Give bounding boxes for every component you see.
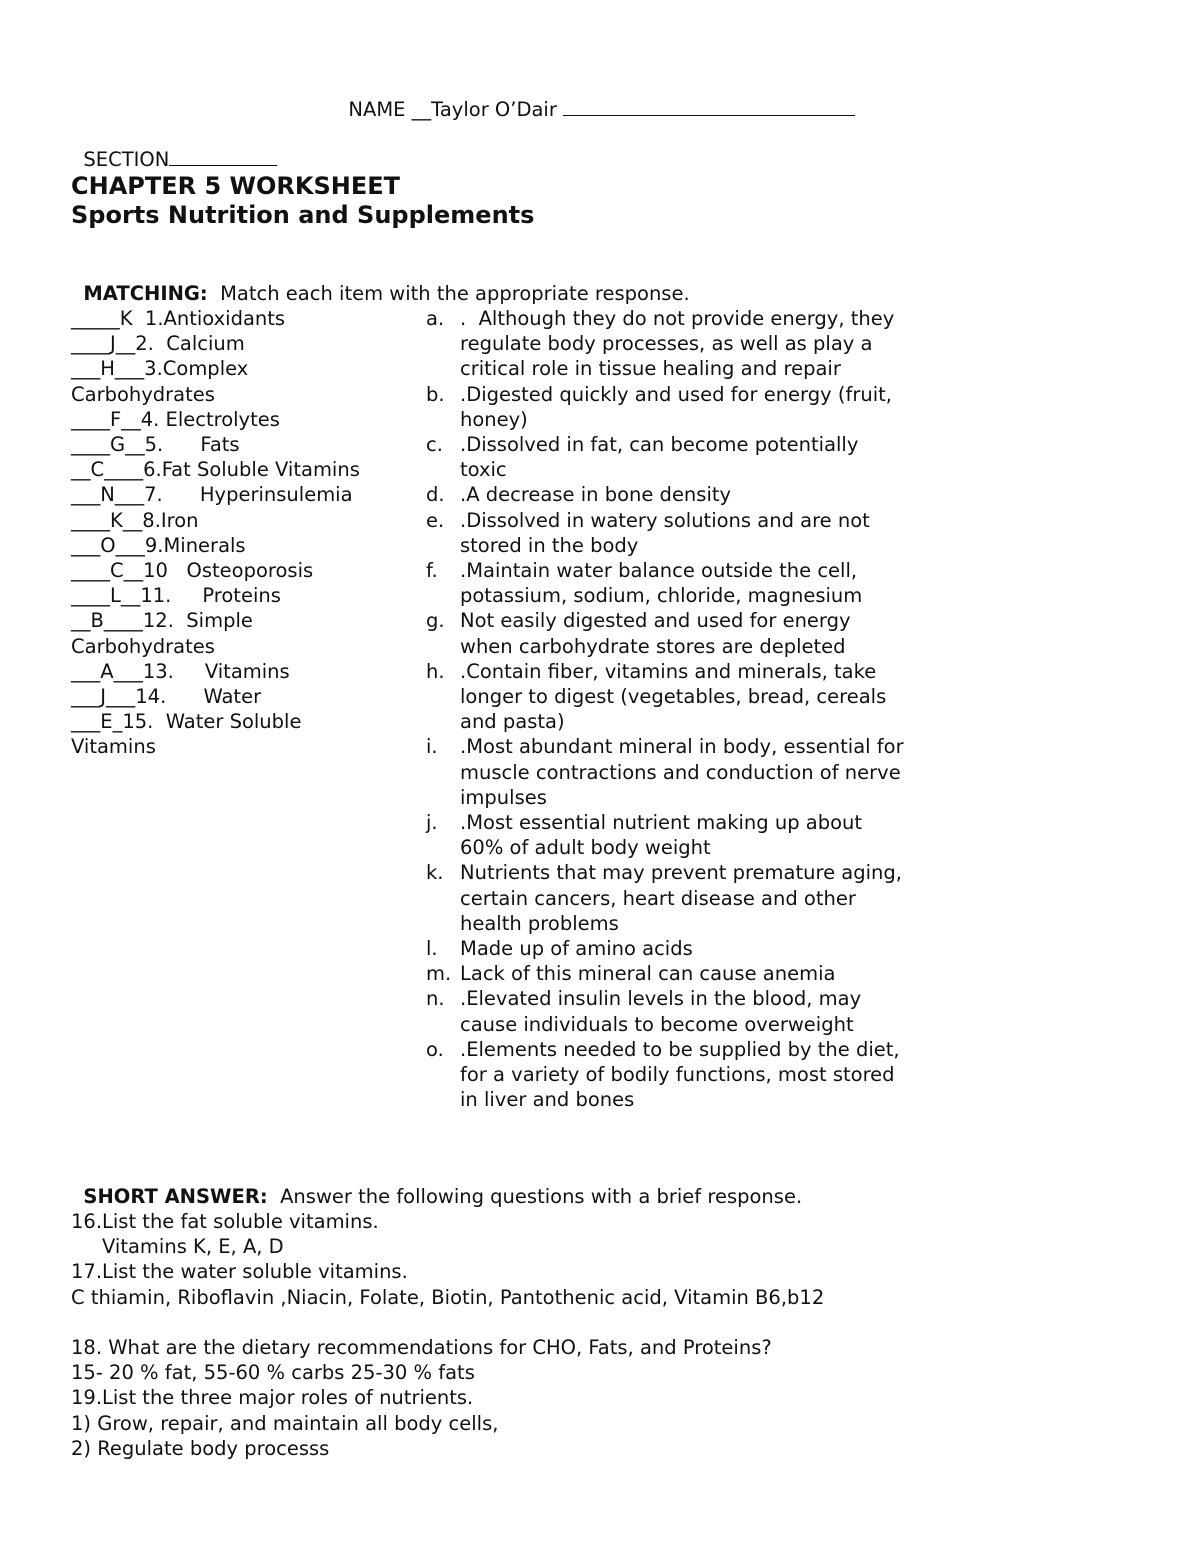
name-label: NAME __Taylor O’Dair: [348, 98, 557, 121]
matching-item-line: ____J__2. Calcium: [71, 332, 245, 356]
matching-item-line: ____G__5. Fats: [71, 433, 240, 456]
name-underline: [563, 97, 855, 116]
matching-item-line: ___E_15. Water Soluble: [71, 710, 302, 734]
matching-instructions: [71, 256, 690, 306]
response-letter: i.: [426, 735, 438, 759]
name-field: [336, 72, 855, 122]
response-text: .Contain fiber, vitamins and minerals, take: [460, 659, 877, 683]
response-letter: e.: [426, 508, 445, 532]
matching-item-line: Vitamins: [71, 735, 156, 759]
response-text: .Most essential nutrient making up about: [460, 811, 863, 834]
matching-item-line: ___N___7. Hyperinsulemia: [71, 483, 353, 507]
response-letter: g.: [426, 609, 445, 633]
response-text: muscle contractions and conduction of nerve: [460, 760, 901, 784]
worksheet-subtitle: Sports Nutrition and Supplements: [71, 201, 535, 229]
worksheet-title: CHAPTER 5 WORKSHEET: [71, 172, 401, 200]
response-text: Nutrients that may prevent premature aging,: [460, 861, 902, 885]
matching-label: MATCHING:: [83, 282, 208, 305]
response-text: Made up of amino acids: [460, 937, 693, 960]
response-letter: k.: [426, 861, 444, 885]
matching-item-line: ____L__11. Proteins: [71, 584, 281, 608]
response-text: toxic: [460, 458, 507, 482]
response-text: potassium, sodium, chloride, magnesium: [460, 584, 863, 608]
matching-item-line: ___H___3.Complex: [71, 357, 249, 381]
response-text: and pasta): [460, 710, 565, 734]
short-answer-line: 19.List the three major roles of nutrients.: [71, 1386, 474, 1410]
matching-item-line: ___J___14. Water: [71, 685, 262, 708]
response-text: .Elevated insulin levels in the blood, may: [460, 987, 862, 1011]
response-text: health problems: [460, 911, 619, 935]
short-answer-line: 15- 20 % fat, 55-60 % carbs 25-30 % fats: [71, 1361, 475, 1385]
response-letter: b.: [426, 382, 445, 406]
short-answer-line: 16.List the fat soluble vitamins.: [71, 1210, 379, 1233]
response-text: critical role in tissue healing and repair: [460, 357, 841, 381]
response-text: Not easily digested and used for energy: [460, 609, 851, 633]
response-letter: o.: [426, 1037, 444, 1061]
response-text: .Dissolved in watery solutions and are not: [460, 508, 870, 532]
response-text: longer to digest (vegetables, bread, cereals: [460, 684, 887, 708]
matching-item-line: Carbohydrates: [71, 634, 215, 658]
response-text: . Although they do not provide energy, they: [460, 307, 895, 330]
section-field: [71, 122, 277, 172]
response-text: for a variety of bodily functions, most stored: [460, 1062, 895, 1086]
response-text: impulses: [460, 785, 547, 809]
matching-item-line: ___O___9.Minerals: [71, 533, 246, 557]
short-answer-line: 1) Grow, repair, and maintain all body cells,: [71, 1411, 499, 1435]
response-letter: m.: [426, 962, 452, 986]
short-answer-line: 17.List the water soluble vitamins.: [71, 1260, 408, 1284]
section-underline: [169, 147, 277, 166]
response-text: 60% of adult body weight: [460, 836, 711, 860]
matching-item-line: __B____12. Simple: [71, 609, 253, 633]
matching-item-line: ___A___13. Vitamins: [71, 659, 290, 683]
response-text: when carbohydrate stores are depleted: [460, 634, 846, 658]
response-letter: a.: [426, 307, 445, 330]
short-answer-line: Vitamins K, E, A, D: [71, 1235, 284, 1259]
matching-item-line: __C____6.Fat Soluble Vitamins: [71, 458, 360, 482]
response-letter: d.: [426, 483, 445, 507]
short-answer-instruction-text: Answer the following questions with a brief response.: [280, 1185, 803, 1208]
response-text: in liver and bones: [460, 1088, 635, 1112]
response-text: stored in the body: [460, 533, 639, 557]
response-letter: n.: [426, 987, 445, 1011]
matching-instruction-text: Match each item with the appropriate response.: [220, 282, 690, 305]
matching-item-line: ____K__8.Iron: [71, 508, 199, 532]
response-text: .Dissolved in fat, can become potentially: [460, 433, 859, 456]
response-text: .A decrease in bone density: [460, 483, 732, 507]
response-text: cause individuals to become overweight: [460, 1012, 854, 1036]
response-letter: l.: [426, 937, 438, 960]
response-letter: c.: [426, 433, 443, 456]
response-text: certain cancers, heart disease and other: [460, 886, 856, 910]
response-text: .Maintain water balance outside the cell,: [460, 559, 858, 582]
matching-item-line: Carbohydrates: [71, 382, 215, 406]
response-text: honey): [460, 407, 528, 431]
short-answer-line: C thiamin, Riboflavin ,Niacin, Folate, Biotin, Pantothenic acid, Vitamin B6,b12: [71, 1285, 825, 1309]
response-letter: h.: [426, 659, 445, 683]
short-answer-label: SHORT ANSWER:: [83, 1185, 268, 1208]
response-text: .Digested quickly and used for energy (fruit,: [460, 382, 892, 406]
short-answer-line: 18. What are the dietary recommendations for CHO, Fats, and Proteins?: [71, 1336, 772, 1359]
matching-item-line: _____K 1.Antioxidants: [71, 307, 286, 330]
response-letter: f.: [426, 559, 438, 582]
response-text: regulate body processes, as well as play a: [460, 332, 873, 356]
response-text: Lack of this mineral can cause anemia: [460, 962, 836, 986]
matching-item-line: ____F__4. Electrolytes: [71, 407, 280, 431]
short-answer-instructions: [71, 1159, 802, 1209]
matching-item-line: ____C__10 Osteoporosis: [71, 559, 314, 582]
short-answer-line: 2) Regulate body processs: [71, 1436, 330, 1460]
response-text: .Most abundant mineral in body, essential for: [460, 735, 904, 759]
response-text: .Elements needed to be supplied by the diet,: [460, 1037, 900, 1061]
response-letter: j.: [426, 811, 438, 834]
section-label: SECTION: [83, 148, 170, 171]
